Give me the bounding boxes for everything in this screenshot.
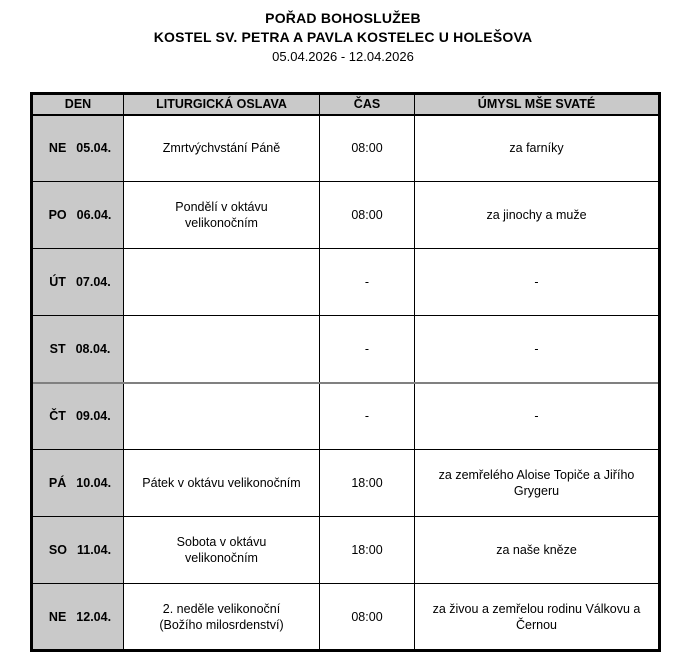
day-cell [32,249,124,316]
time-cell: - [320,316,415,383]
day-label: PÁ [48,476,67,490]
day-label: PO [48,208,67,222]
day-label: ÚT [49,275,66,289]
celebration-cell [124,316,320,383]
day-label: SO [48,543,67,557]
day-cell [32,115,124,182]
celebration-text: Pátek v oktávu velikonočním [142,476,301,490]
title-block [0,0,686,66]
celebration-text: 2. neděle velikonoční (Božího milosrdenství) [159,601,284,632]
column-header-intention: ÚMYSL MŠE SVATÉ [415,94,660,115]
time-cell: 08:00 [320,584,415,651]
day-cell [32,316,124,383]
celebration-cell [124,383,320,450]
column-header-day: DEN [32,94,124,115]
celebration-cell [124,115,320,182]
intention-text: za zemřelého Aloise Topiče a Jiřího Grygeru [438,468,635,498]
day-cell [32,517,124,584]
celebration-cell [124,584,320,651]
celebration-text: Pondělí v oktávu velikonočním [175,200,268,230]
intention-text: za naše kněze [496,543,577,557]
intention-cell [415,383,660,450]
day-label: NE [48,141,67,156]
table-row [32,115,660,182]
day-label: NE [48,609,67,624]
time-cell: 08:00 [320,182,415,249]
intention-cell [415,249,660,316]
intention-cell [415,584,660,651]
schedule-table [30,92,661,652]
day-cell [32,182,124,249]
celebration-cell [124,249,320,316]
table-row [32,517,660,584]
column-header-time: ČAS [320,94,415,115]
celebration-cell [124,182,320,249]
time-cell: 18:00 [320,450,415,517]
celebration-cell [124,450,320,517]
time-cell: 08:00 [320,115,415,182]
celebration-text: Zmrtvýchvstání Páně [162,141,281,156]
day-label: ČT [49,409,66,424]
time-cell: - [320,383,415,450]
date-label: 07.04. [75,275,111,289]
page-title: POŘAD BOHOSLUŽEB [265,10,421,26]
table-row [32,182,660,249]
day-cell [32,584,124,651]
intention-text: - [534,275,539,289]
celebration-cell [124,517,320,584]
day-cell [32,450,124,517]
day-cell [32,383,124,450]
intention-cell [415,115,660,182]
table-header-row [32,94,660,115]
table-row [32,584,660,651]
table-row [32,450,660,517]
date-label: 06.04. [76,208,112,222]
intention-text: - [534,409,539,424]
date-label: 08.04. [75,341,111,356]
intention-text: za živou a zemřelou rodinu Válkovu a Černou [432,601,641,632]
table-row [32,316,660,383]
date-label: 05.04. [76,141,112,156]
column-header-celebration: LITURGICKÁ OSLAVA [124,94,320,115]
intention-text: za farníky [509,141,564,156]
table-row [32,383,660,450]
church-name: KOSTEL SV. PETRA A PAVLA KOSTELEC U HOLEŠOVA [153,29,533,45]
intention-text: - [534,341,539,356]
intention-cell [415,316,660,383]
date-range: 05.04.2026 - 12.04.2026 [272,49,414,64]
date-label: 12.04. [76,609,112,624]
celebration-text: Sobota v oktávu velikonočním [176,535,267,565]
day-label: ST [49,341,66,356]
intention-cell [415,450,660,517]
schedule-body [32,115,660,651]
intention-text: za jinochy a muže [486,208,587,222]
time-cell: - [320,249,415,316]
date-label: 10.04. [76,476,112,490]
date-label: 11.04. [76,543,112,557]
intention-cell [415,182,660,249]
date-label: 09.04. [75,409,111,424]
table-row [32,249,660,316]
time-cell: 18:00 [320,517,415,584]
intention-cell [415,517,660,584]
